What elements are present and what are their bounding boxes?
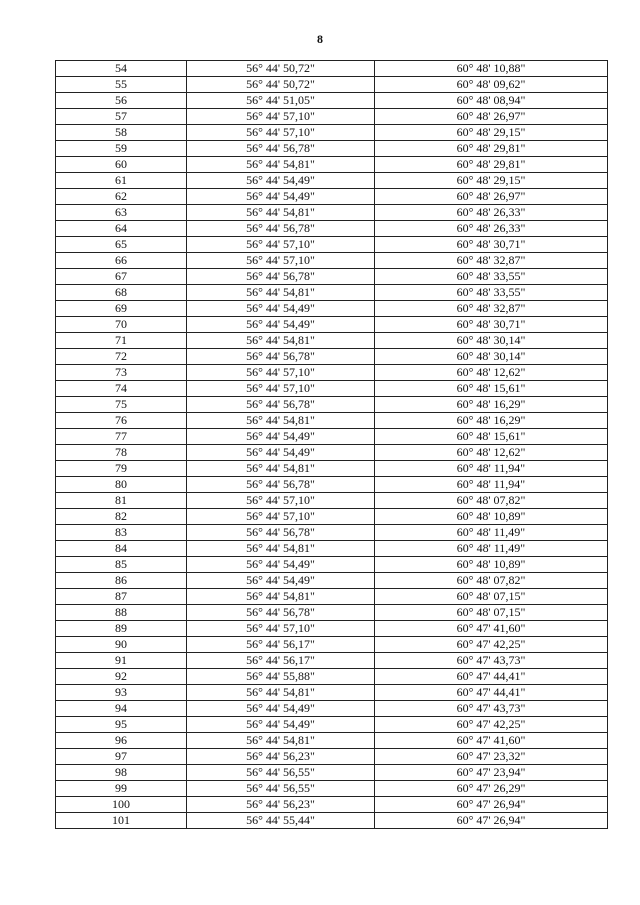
table-row xyxy=(56,797,608,813)
table-row xyxy=(56,445,608,461)
table-row xyxy=(56,509,608,525)
latitude-cell: 56° 44' 54,49" xyxy=(187,573,375,589)
point-number-cell: 79 xyxy=(56,461,187,477)
table-row xyxy=(56,125,608,141)
table-row xyxy=(56,365,608,381)
longitude-cell: 60° 47' 26,94" xyxy=(375,797,608,813)
table-row xyxy=(56,653,608,669)
point-number-cell: 73 xyxy=(56,365,187,381)
table-row xyxy=(56,93,608,109)
coordinates-table xyxy=(55,60,608,829)
longitude-cell: 60° 48' 26,97" xyxy=(375,189,608,205)
latitude-cell: 56° 44' 56,55" xyxy=(187,781,375,797)
latitude-cell: 56° 44' 51,05" xyxy=(187,93,375,109)
longitude-cell: 60° 48' 26,33" xyxy=(375,221,608,237)
point-number-cell: 82 xyxy=(56,509,187,525)
longitude-cell: 60° 48' 33,55" xyxy=(375,269,608,285)
table-row xyxy=(56,477,608,493)
longitude-cell: 60° 48' 30,14" xyxy=(375,349,608,365)
table-row xyxy=(56,685,608,701)
longitude-cell: 60° 48' 07,82" xyxy=(375,573,608,589)
longitude-cell: 60° 47' 26,94" xyxy=(375,813,608,829)
longitude-cell: 60° 48' 30,14" xyxy=(375,333,608,349)
longitude-cell: 60° 47' 26,29" xyxy=(375,781,608,797)
latitude-cell: 56° 44' 56,78" xyxy=(187,477,375,493)
point-number-cell: 95 xyxy=(56,717,187,733)
point-number-cell: 99 xyxy=(56,781,187,797)
point-number-cell: 100 xyxy=(56,797,187,813)
longitude-cell: 60° 47' 43,73" xyxy=(375,701,608,717)
table-row xyxy=(56,413,608,429)
latitude-cell: 56° 44' 54,81" xyxy=(187,589,375,605)
longitude-cell: 60° 48' 10,89" xyxy=(375,509,608,525)
point-number-cell: 74 xyxy=(56,381,187,397)
longitude-cell: 60° 48' 29,81" xyxy=(375,141,608,157)
longitude-cell: 60° 48' 32,87" xyxy=(375,301,608,317)
point-number-cell: 68 xyxy=(56,285,187,301)
latitude-cell: 56° 44' 54,49" xyxy=(187,429,375,445)
point-number-cell: 88 xyxy=(56,605,187,621)
point-number-cell: 77 xyxy=(56,429,187,445)
point-number-cell: 78 xyxy=(56,445,187,461)
longitude-cell: 60° 47' 41,60" xyxy=(375,733,608,749)
latitude-cell: 56° 44' 56,78" xyxy=(187,221,375,237)
latitude-cell: 56° 44' 56,78" xyxy=(187,397,375,413)
point-number-cell: 86 xyxy=(56,573,187,589)
table-row xyxy=(56,173,608,189)
longitude-cell: 60° 48' 16,29" xyxy=(375,397,608,413)
longitude-cell: 60° 47' 44,41" xyxy=(375,669,608,685)
point-number-cell: 59 xyxy=(56,141,187,157)
latitude-cell: 56° 44' 55,88" xyxy=(187,669,375,685)
table-row xyxy=(56,493,608,509)
longitude-cell: 60° 48' 11,49" xyxy=(375,541,608,557)
table-row xyxy=(56,237,608,253)
table-row xyxy=(56,733,608,749)
latitude-cell: 56° 44' 54,81" xyxy=(187,205,375,221)
latitude-cell: 56° 44' 56,23" xyxy=(187,749,375,765)
latitude-cell: 56° 44' 57,10" xyxy=(187,509,375,525)
latitude-cell: 56° 44' 54,49" xyxy=(187,445,375,461)
latitude-cell: 56° 44' 50,72" xyxy=(187,77,375,93)
point-number-cell: 56 xyxy=(56,93,187,109)
latitude-cell: 56° 44' 54,49" xyxy=(187,717,375,733)
point-number-cell: 81 xyxy=(56,493,187,509)
point-number-cell: 94 xyxy=(56,701,187,717)
longitude-cell: 60° 48' 15,61" xyxy=(375,381,608,397)
coordinates-table-body xyxy=(56,61,608,829)
table-row xyxy=(56,749,608,765)
longitude-cell: 60° 47' 42,25" xyxy=(375,637,608,653)
point-number-cell: 55 xyxy=(56,77,187,93)
table-row xyxy=(56,589,608,605)
point-number-cell: 90 xyxy=(56,637,187,653)
table-row xyxy=(56,429,608,445)
latitude-cell: 56° 44' 57,10" xyxy=(187,109,375,125)
table-row xyxy=(56,205,608,221)
latitude-cell: 56° 44' 56,78" xyxy=(187,605,375,621)
page-number: 8 xyxy=(317,32,323,46)
point-number-cell: 71 xyxy=(56,333,187,349)
longitude-cell: 60° 48' 10,88" xyxy=(375,61,608,77)
table-row xyxy=(56,541,608,557)
point-number-cell: 85 xyxy=(56,557,187,573)
longitude-cell: 60° 48' 32,87" xyxy=(375,253,608,269)
longitude-cell: 60° 48' 30,71" xyxy=(375,317,608,333)
table-row xyxy=(56,573,608,589)
longitude-cell: 60° 47' 41,60" xyxy=(375,621,608,637)
table-row xyxy=(56,285,608,301)
latitude-cell: 56° 44' 57,10" xyxy=(187,621,375,637)
longitude-cell: 60° 48' 30,71" xyxy=(375,237,608,253)
longitude-cell: 60° 48' 15,61" xyxy=(375,429,608,445)
point-number-cell: 62 xyxy=(56,189,187,205)
table-row xyxy=(56,109,608,125)
point-number-cell: 96 xyxy=(56,733,187,749)
table-row xyxy=(56,605,608,621)
latitude-cell: 56° 44' 56,17" xyxy=(187,653,375,669)
point-number-cell: 98 xyxy=(56,765,187,781)
latitude-cell: 56° 44' 50,72" xyxy=(187,61,375,77)
latitude-cell: 56° 44' 57,10" xyxy=(187,237,375,253)
table-row xyxy=(56,221,608,237)
point-number-cell: 87 xyxy=(56,589,187,605)
table-row xyxy=(56,781,608,797)
latitude-cell: 56° 44' 57,10" xyxy=(187,253,375,269)
table-row xyxy=(56,461,608,477)
point-number-cell: 66 xyxy=(56,253,187,269)
table-row xyxy=(56,77,608,93)
latitude-cell: 56° 44' 57,10" xyxy=(187,365,375,381)
table-row xyxy=(56,349,608,365)
point-number-cell: 58 xyxy=(56,125,187,141)
point-number-cell: 93 xyxy=(56,685,187,701)
point-number-cell: 80 xyxy=(56,477,187,493)
latitude-cell: 56° 44' 54,49" xyxy=(187,173,375,189)
longitude-cell: 60° 48' 09,62" xyxy=(375,77,608,93)
table-row xyxy=(56,157,608,173)
latitude-cell: 56° 44' 56,17" xyxy=(187,637,375,653)
latitude-cell: 56° 44' 57,10" xyxy=(187,381,375,397)
point-number-cell: 70 xyxy=(56,317,187,333)
table-row xyxy=(56,669,608,685)
latitude-cell: 56° 44' 54,81" xyxy=(187,285,375,301)
table-row xyxy=(56,765,608,781)
table-row xyxy=(56,317,608,333)
point-number-cell: 76 xyxy=(56,413,187,429)
point-number-cell: 75 xyxy=(56,397,187,413)
latitude-cell: 56° 44' 54,81" xyxy=(187,541,375,557)
point-number-cell: 101 xyxy=(56,813,187,829)
latitude-cell: 56° 44' 54,81" xyxy=(187,333,375,349)
latitude-cell: 56° 44' 54,81" xyxy=(187,733,375,749)
latitude-cell: 56° 44' 54,81" xyxy=(187,461,375,477)
point-number-cell: 84 xyxy=(56,541,187,557)
longitude-cell: 60° 48' 07,15" xyxy=(375,605,608,621)
latitude-cell: 56° 44' 54,49" xyxy=(187,557,375,573)
point-number-cell: 97 xyxy=(56,749,187,765)
longitude-cell: 60° 48' 26,33" xyxy=(375,205,608,221)
table-row xyxy=(56,253,608,269)
longitude-cell: 60° 48' 26,97" xyxy=(375,109,608,125)
point-number-cell: 91 xyxy=(56,653,187,669)
longitude-cell: 60° 48' 08,94" xyxy=(375,93,608,109)
longitude-cell: 60° 48' 29,15" xyxy=(375,125,608,141)
longitude-cell: 60° 47' 23,94" xyxy=(375,765,608,781)
longitude-cell: 60° 48' 10,89" xyxy=(375,557,608,573)
point-number-cell: 64 xyxy=(56,221,187,237)
table-row xyxy=(56,557,608,573)
latitude-cell: 56° 44' 57,10" xyxy=(187,493,375,509)
latitude-cell: 56° 44' 56,78" xyxy=(187,141,375,157)
point-number-cell: 72 xyxy=(56,349,187,365)
point-number-cell: 57 xyxy=(56,109,187,125)
table-row xyxy=(56,189,608,205)
longitude-cell: 60° 47' 42,25" xyxy=(375,717,608,733)
latitude-cell: 56° 44' 56,78" xyxy=(187,349,375,365)
longitude-cell: 60° 48' 12,62" xyxy=(375,445,608,461)
point-number-cell: 65 xyxy=(56,237,187,253)
longitude-cell: 60° 48' 33,55" xyxy=(375,285,608,301)
point-number-cell: 60 xyxy=(56,157,187,173)
table-row xyxy=(56,381,608,397)
longitude-cell: 60° 48' 07,15" xyxy=(375,589,608,605)
table-row xyxy=(56,621,608,637)
longitude-cell: 60° 47' 44,41" xyxy=(375,685,608,701)
point-number-cell: 63 xyxy=(56,205,187,221)
longitude-cell: 60° 48' 07,82" xyxy=(375,493,608,509)
longitude-cell: 60° 48' 16,29" xyxy=(375,413,608,429)
latitude-cell: 56° 44' 56,78" xyxy=(187,525,375,541)
table-row xyxy=(56,333,608,349)
latitude-cell: 56° 44' 56,78" xyxy=(187,269,375,285)
latitude-cell: 56° 44' 57,10" xyxy=(187,125,375,141)
table-row xyxy=(56,813,608,829)
table-row xyxy=(56,141,608,157)
latitude-cell: 56° 44' 55,44" xyxy=(187,813,375,829)
table-row xyxy=(56,301,608,317)
point-number-cell: 89 xyxy=(56,621,187,637)
table-row xyxy=(56,717,608,733)
latitude-cell: 56° 44' 56,23" xyxy=(187,797,375,813)
point-number-cell: 92 xyxy=(56,669,187,685)
longitude-cell: 60° 48' 12,62" xyxy=(375,365,608,381)
latitude-cell: 56° 44' 54,49" xyxy=(187,189,375,205)
longitude-cell: 60° 48' 11,94" xyxy=(375,461,608,477)
longitude-cell: 60° 48' 11,49" xyxy=(375,525,608,541)
table-row xyxy=(56,61,608,77)
longitude-cell: 60° 48' 11,94" xyxy=(375,477,608,493)
point-number-cell: 83 xyxy=(56,525,187,541)
point-number-cell: 69 xyxy=(56,301,187,317)
latitude-cell: 56° 44' 56,55" xyxy=(187,765,375,781)
latitude-cell: 56° 44' 54,81" xyxy=(187,413,375,429)
point-number-cell: 67 xyxy=(56,269,187,285)
point-number-cell: 54 xyxy=(56,61,187,77)
longitude-cell: 60° 48' 29,81" xyxy=(375,157,608,173)
longitude-cell: 60° 47' 23,32" xyxy=(375,749,608,765)
longitude-cell: 60° 47' 43,73" xyxy=(375,653,608,669)
longitude-cell: 60° 48' 29,15" xyxy=(375,173,608,189)
latitude-cell: 56° 44' 54,81" xyxy=(187,685,375,701)
latitude-cell: 56° 44' 54,81" xyxy=(187,157,375,173)
latitude-cell: 56° 44' 54,49" xyxy=(187,317,375,333)
table-row xyxy=(56,701,608,717)
latitude-cell: 56° 44' 54,49" xyxy=(187,301,375,317)
latitude-cell: 56° 44' 54,49" xyxy=(187,701,375,717)
table-row xyxy=(56,269,608,285)
table-row xyxy=(56,397,608,413)
table-row xyxy=(56,525,608,541)
table-row xyxy=(56,637,608,653)
point-number-cell: 61 xyxy=(56,173,187,189)
